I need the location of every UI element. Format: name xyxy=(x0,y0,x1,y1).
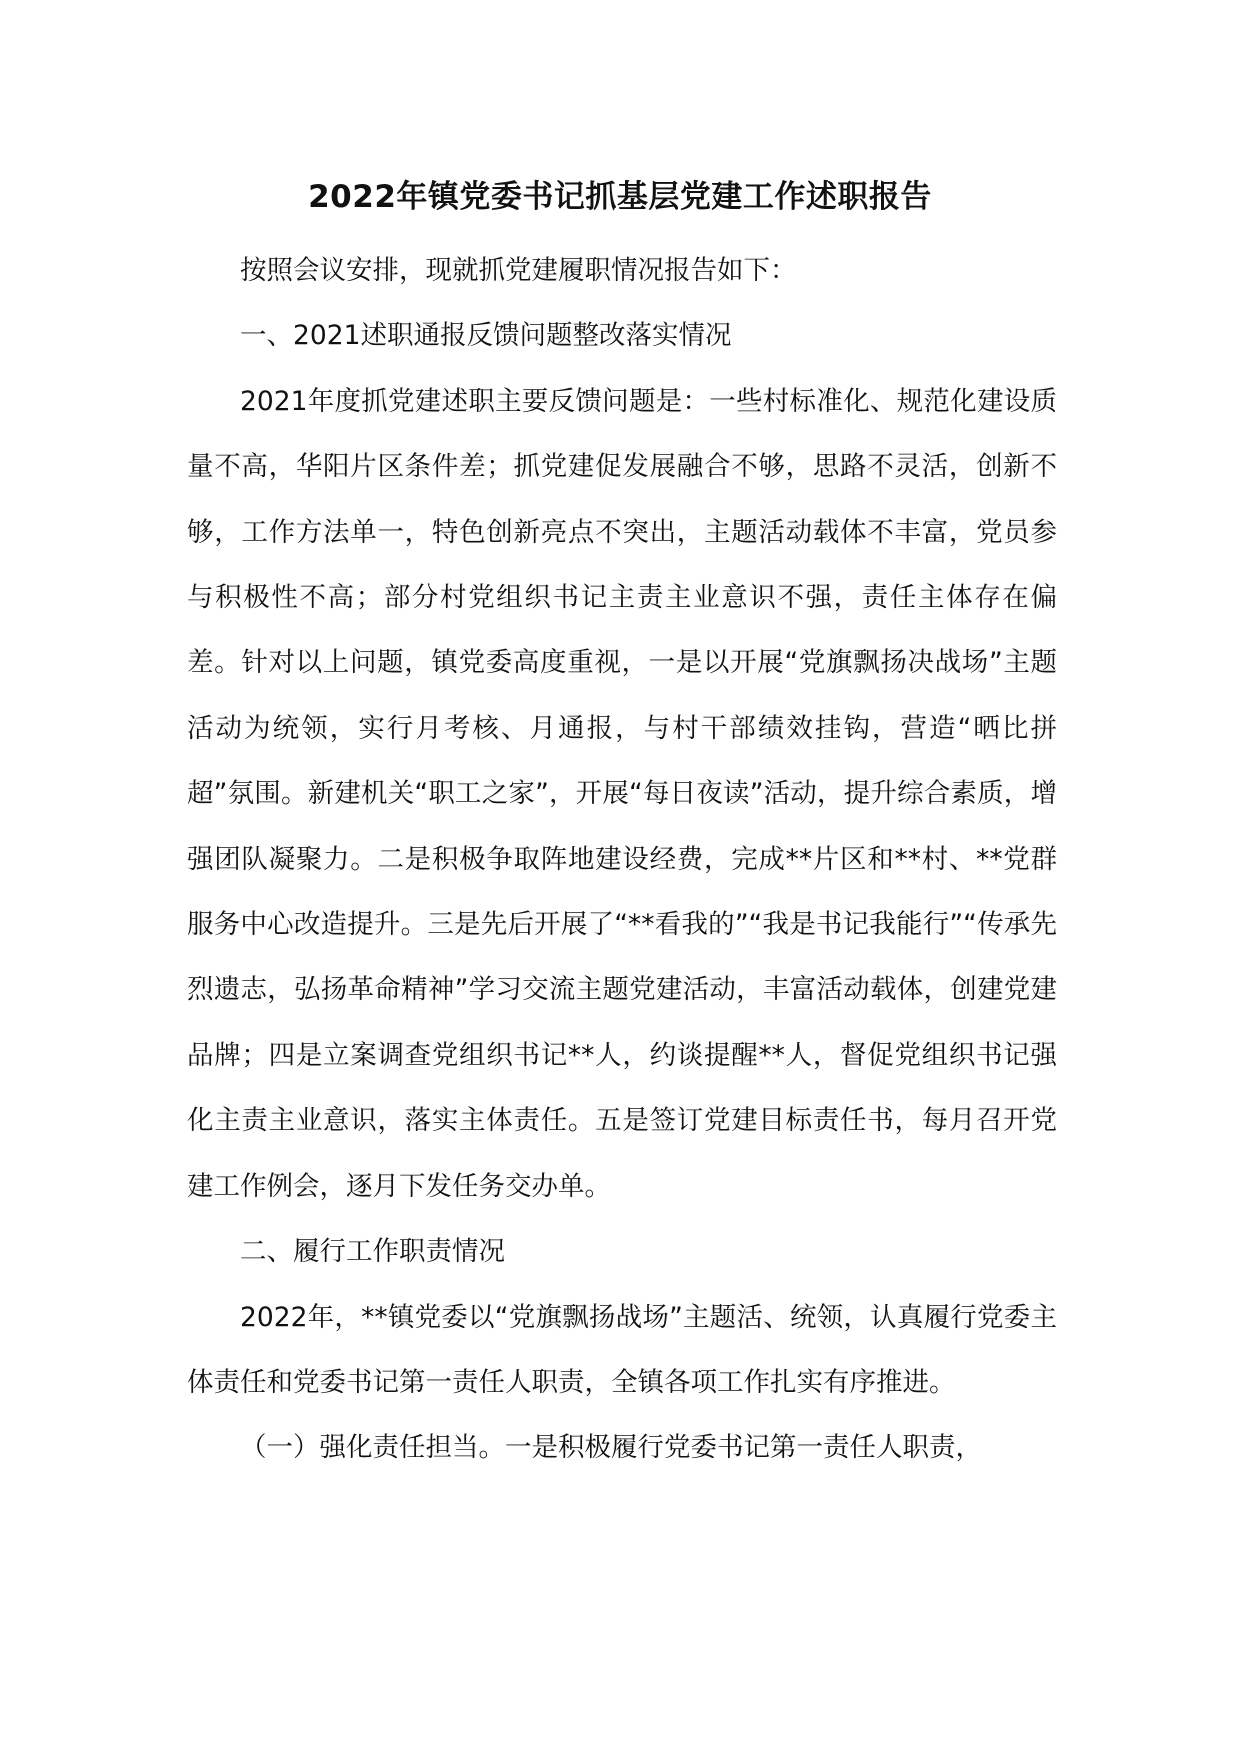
paragraph-intro: 按照会议安排，现就抓党建履职情况报告如下： xyxy=(240,255,797,286)
section-heading-1: 一、2021述职通报反馈问题整改落实情况 xyxy=(240,320,732,352)
paragraph-rectification: 2021年度抓党建述职主要反馈问题是：一些村标准化、规范化建设质量不高，华阳片区条件差；抓党建促发展融合不够，思路不灵活，创新不够，工作方法单一，特色创新亮点不突出，主题活动载体不丰富，党员参与积极性不高；部分村党组织书记主责主业意识不强，责任主体存在偏差。针对以上问题，镇党委高度重视，一是以开展“党旗飘扬决战场”主题活动为统领，实行月考核、月通报，与村干部绩效挂钩，营造“晒比拼超”氛围。新建机关“职工之家”，开展“每日夜读”活动，提升综合素质，增强团队凝聚力。二是积极争取阵地建设经费，完成**片区和**村、**党群服务中心改造提升。三是先后开展了“**看我的”“我是书记我能行”“传承先烈遗志，弘扬革命精神”学习交流主题党建活动，丰富活动载体，创建党建品牌；四是立案调查党组织书记**人，约谈提醒**人，督促党组织书记强化主责主业意识，落实主体责任。五是签订党建目标责任书，每月召开党建工作例会，逐月下发任务交办单。 xyxy=(187,385,1057,1202)
section-heading-2: 二、履行工作职责情况 xyxy=(240,1236,505,1268)
paragraph-responsibility: （一）强化责任担当。一是积极履行党委书记第一责任人职责， xyxy=(240,1432,982,1464)
paragraph-2022-summary: 2022年，**镇党委以“党旗飘扬战场”主题活、统领，认真履行党委主体责任和党委书记第一责任人职责，全镇各项工作扎实有序推进。 xyxy=(187,1301,1057,1398)
document-title: 2022年镇党委书记抓基层党建工作述职报告 xyxy=(308,179,932,215)
document-body xyxy=(187,238,1057,1481)
